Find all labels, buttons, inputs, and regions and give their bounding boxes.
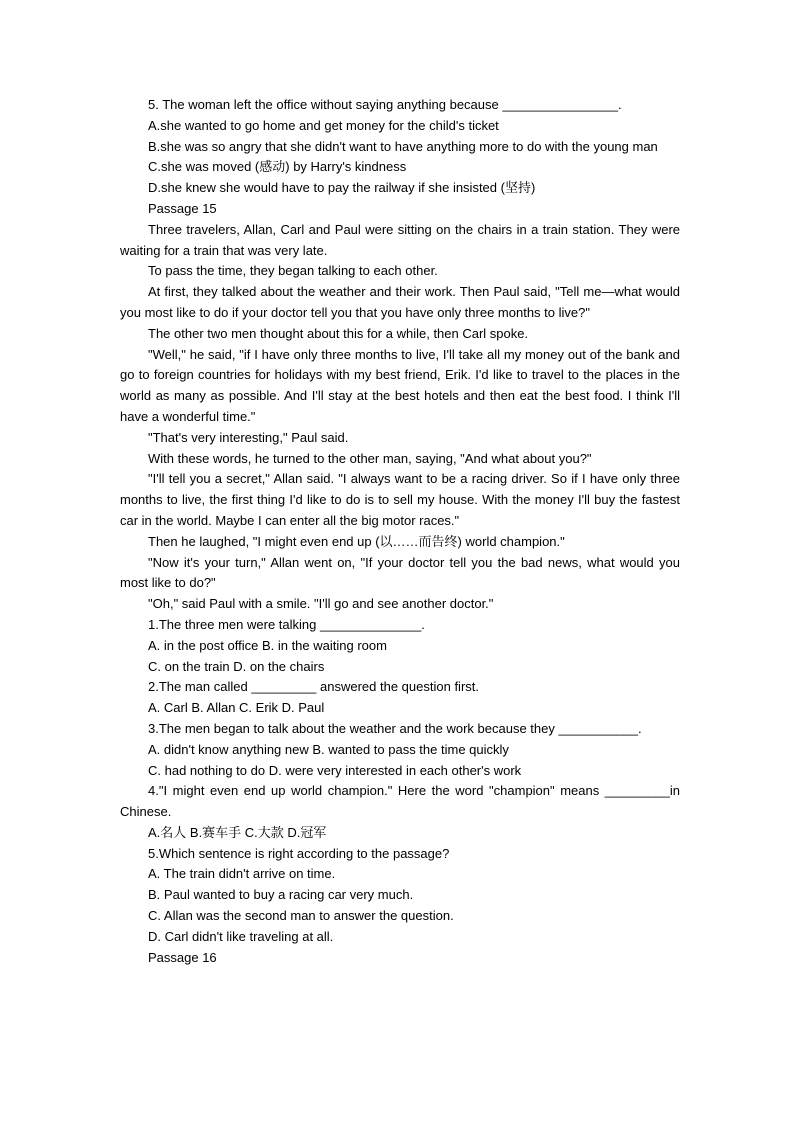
passage-paragraph: At first, they talked about the weather and their work. Then Paul said, "Tell me—what would you most like to do if your doctor tell you that you have only three months to live?" [120, 284, 680, 320]
question-4-stem: 4."I might even end up world champion." Here the word "champion" means _________in Chinese. [120, 783, 680, 820]
question-3-stem: 3.The men began to talk about the weather and the work because they ___________. [148, 720, 642, 736]
question-5b-option-b: B. Paul wanted to buy a racing car very much. [148, 887, 414, 903]
document-body [120, 95, 680, 968]
question-2-stem: 2.The man called _________ answered the question first. [148, 679, 479, 695]
question-5b-option-a: A. The train didn't arrive on time. [148, 866, 336, 882]
passage-paragraph: "Well," he said, "if I have only three months to live, I'll take all my money out of the bank and go to foreign countries for holidays with my best friend, Erik. I'd like to travel to the places in the world as many as possible. And I'll stay at the best hotels and then eat the best food. I think I'll have a wonderful time." [120, 346, 680, 424]
question-5b-option-d: D. Carl didn't like traveling at all. [148, 928, 334, 944]
question-1-stem: 1.The three men were talking ______________. [148, 616, 425, 632]
question-1-options-cd: C. on the train D. on the chairs [148, 658, 325, 674]
passage-paragraph: With these words, he turned to the other man, saying, "And what about you?" [148, 450, 592, 466]
passage-paragraph: "I'll tell you a secret," Allan said. "I always want to be a racing driver. So if I have only three months to live, the first thing I'd like to do is to sell my house. With the money I'll buy the fastest car in the world. Maybe I can enter all the big motor races." [120, 471, 680, 528]
passage-paragraph: The other two men thought about this for a while, then Carl spoke. [148, 325, 529, 341]
passage-paragraph: "Oh," said Paul with a smile. "I'll go and see another doctor." [148, 596, 494, 612]
question-5-option-b: B.she was so angry that she didn't want to have anything more to do with the young man [148, 138, 658, 154]
question-5-stem: 5. The woman left the office without saying anything because ________________. [148, 97, 622, 112]
question-4-options: A.名人 B.赛车手 C.大款 D.冠军 [148, 824, 327, 840]
question-3-options-ab: A. didn't know anything new B. wanted to pass the time quickly [148, 741, 509, 757]
question-5-option-c: C.she was moved (感动) by Harry's kindness [148, 159, 407, 175]
question-5-option-d: D.she knew she would have to pay the railway if she insisted (坚持) [148, 180, 536, 196]
passage-paragraph: Then he laughed, "I might even end up (以……而告终) world champion." [148, 533, 565, 549]
question-1-options-ab: A. in the post office B. in the waiting room [148, 637, 387, 653]
passage-paragraph: To pass the time, they began talking to each other. [148, 263, 438, 279]
passage-16-heading: Passage 16 [148, 949, 217, 965]
passage-15-heading: Passage 15 [148, 200, 217, 216]
passage-paragraph: "That's very interesting," Paul said. [148, 429, 349, 445]
question-2-options: A. Carl B. Allan C. Erik D. Paul [148, 700, 325, 716]
question-5b-stem: 5.Which sentence is right according to the passage? [148, 845, 450, 861]
passage-paragraph: "Now it's your turn," Allan went on, "If your doctor tell you the bad news, what would you most like to do?" [120, 554, 680, 591]
question-5b-option-c: C. Allan was the second man to answer the question. [148, 908, 454, 924]
passage-paragraph: Three travelers, Allan, Carl and Paul were sitting on the chairs in a train station. They were waiting for a train that was very late. [120, 221, 680, 258]
question-5-option-a: A.she wanted to go home and get money for the child's ticket [148, 117, 499, 133]
question-3-options-cd: C. had nothing to do D. were very interested in each other's work [148, 762, 522, 778]
